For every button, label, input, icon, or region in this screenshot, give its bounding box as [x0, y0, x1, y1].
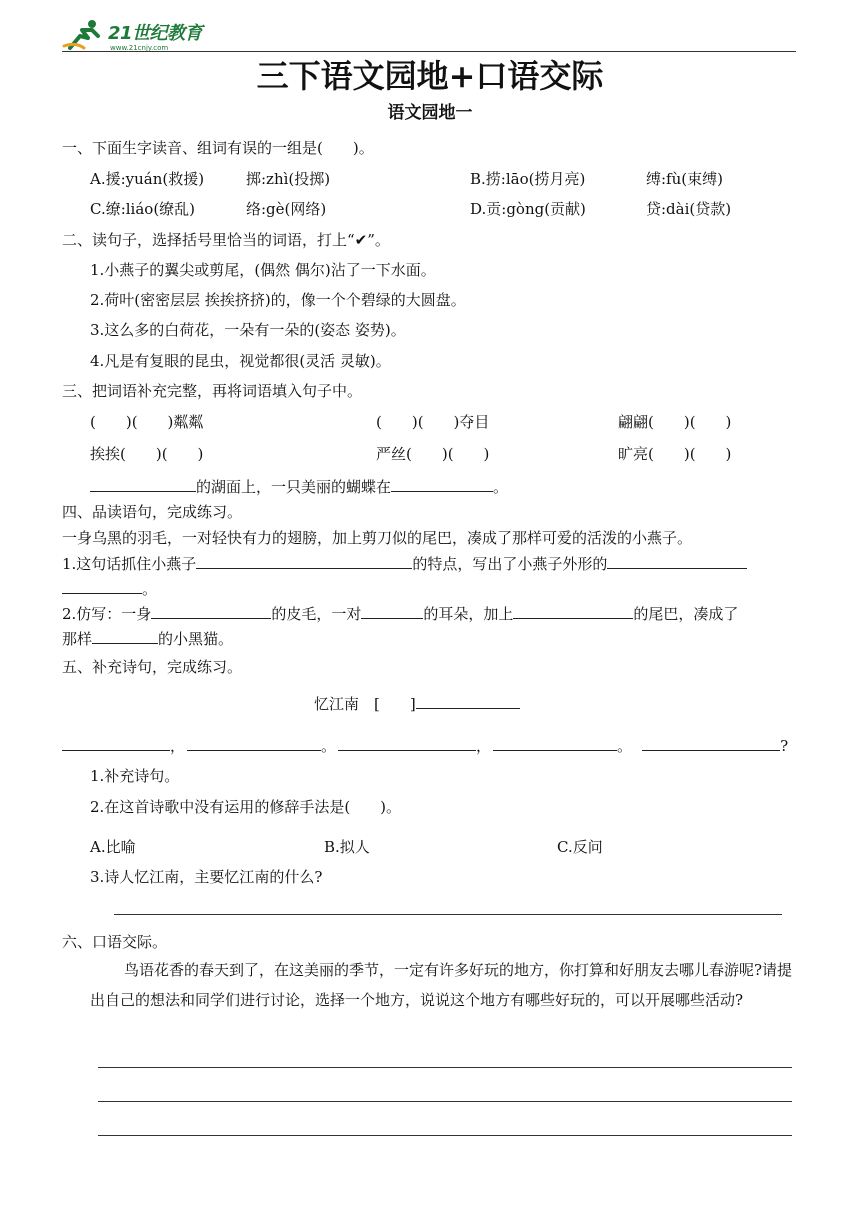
q1-heading: 一、下面生字读音、组词有误的一组是( )。: [62, 139, 374, 157]
q3-sentence-end: 。: [493, 478, 509, 496]
q1-option-a1: A.援:yuán(救援): [90, 170, 205, 188]
q1-option-d1: D.贡:gòng(贡献): [470, 200, 586, 218]
page-subtitle: 语文园地一: [387, 103, 473, 123]
q4-sub2-text-d: 的尾巴，凑成了: [633, 605, 739, 623]
q1-option-d2: 贷:dài(贷款): [646, 200, 732, 218]
q5-sub3: 3.诗人忆江南，主要忆江南的什么?: [90, 868, 323, 886]
q4-passage: 一身乌黑的羽毛，一对轻快有力的翅膀，加上剪刀似的尾巴，凑成了那样可爱的活泼的小燕子。: [62, 529, 693, 547]
q1-option-b2: 缚:fù(束缚): [646, 170, 723, 188]
answer-blank[interactable]: [151, 603, 271, 619]
answer-blank[interactable]: [361, 603, 423, 619]
answer-blank[interactable]: [391, 476, 493, 492]
q3-heading: 三、把词语补充完整，再将词语填入句子中。: [62, 382, 363, 400]
answer-line[interactable]: [98, 1135, 792, 1136]
answer-blank[interactable]: [338, 735, 476, 751]
answer-line[interactable]: [98, 1101, 792, 1102]
poem-title-text: 忆江南 [ ]: [314, 695, 416, 713]
q5-option-a: A.比喻: [90, 838, 136, 856]
poem-punct-4: 。: [617, 737, 633, 755]
q4-heading: 四、品读语句，完成练习。: [62, 503, 243, 521]
q6-passage: 鸟语花香的春天到了，在这美丽的季节，一定有许多好玩的地方，你打算和好朋友去哪儿春游呢?请提出自己的想法和同学们进行讨论，选择一个地方，说说这个地方有哪些好玩的，可以开展哪些活动?: [90, 961, 793, 1009]
answer-blank[interactable]: [62, 578, 142, 594]
runner-icon: [62, 18, 106, 52]
q3-fill-sentence: [90, 476, 508, 497]
q4-sub1-end: 。: [142, 580, 158, 598]
answer-blank[interactable]: [513, 603, 633, 619]
answer-blank[interactable]: [187, 735, 321, 751]
q4-sub1-cont: [62, 578, 157, 599]
q4-sub1-text-b: 的特点，写出了小燕子外形的: [412, 555, 608, 573]
answer-blank[interactable]: [90, 476, 196, 492]
q3-word-4: 挨挨( )( ): [90, 445, 204, 463]
q3-word-3: 翩翩( )( ): [618, 413, 732, 431]
page-title: 三下语文园地+口语交际: [256, 57, 604, 95]
q1-option-c2: 络:gè(网络): [246, 200, 327, 218]
q5-heading: 五、补充诗句，完成练习。: [62, 658, 243, 676]
q3-word-6: 旷亮( )( ): [618, 445, 732, 463]
q2-item-4: 4.凡是有复眼的昆虫，视觉都很(灵活 灵敏)。: [90, 352, 391, 370]
q5-option-b: B.拟人: [324, 838, 370, 856]
q5-poem-title: [314, 693, 520, 714]
q3-word-5: 严丝( )( ): [376, 445, 490, 463]
q4-sub2-text-c: 的耳朵，加上: [423, 605, 514, 623]
q1-option-a2: 掷:zhì(投掷): [246, 170, 331, 188]
q5-sub2: 2.在这首诗歌中没有运用的修辞手法是( )。: [90, 798, 402, 816]
header-rule: [62, 51, 796, 52]
q2-item-2: 2.荷叶(密密层层 挨挨挤挤)的，像一个个碧绿的大圆盘。: [90, 291, 466, 309]
site-logo: [62, 18, 212, 52]
answer-blank[interactable]: [196, 553, 412, 569]
q1-option-b1: B.捞:lāo(捞月亮): [470, 170, 586, 188]
poem-punct-5: ?: [780, 737, 789, 755]
q4-sub2-text-e: 那样: [62, 630, 93, 648]
poem-punct-2: 。: [321, 737, 337, 755]
q4-sub2: [62, 603, 738, 624]
answer-blank[interactable]: [416, 693, 520, 709]
q3-word-2: ( )( )夺目: [376, 413, 490, 431]
q5-option-c: C.反问: [557, 838, 603, 856]
answer-line[interactable]: [98, 1067, 792, 1068]
logo-url: www.21cnjy.com: [110, 44, 169, 52]
q4-sub2-text-f: 的小黑猫。: [158, 630, 234, 648]
q6-heading: 六、口语交际。: [62, 933, 168, 951]
q4-sub2-text-a: 2.仿写：一身: [62, 605, 152, 623]
q4-sub1: [62, 553, 747, 574]
q4-sub1-text-a: 1.这句话抓住小燕子: [62, 555, 197, 573]
logo-text: 21世纪教育: [108, 23, 203, 44]
q4-sub2-text-b: 的皮毛，一对: [271, 605, 362, 623]
q3-sentence-mid: 的湖面上，一只美丽的蝴蝶在: [196, 478, 392, 496]
q2-heading: 二、读句子，选择括号里恰当的词语，打上“✔”。: [62, 231, 390, 249]
answer-blank[interactable]: [62, 735, 170, 751]
q5-sub1: 1.补充诗句。: [90, 767, 180, 785]
q4-sub2-cont: [62, 628, 233, 649]
answer-line[interactable]: [114, 914, 782, 915]
q2-item-1: 1.小燕子的翼尖或剪尾，(偶然 偶尔)沾了一下水面。: [90, 261, 436, 279]
answer-blank[interactable]: [607, 553, 747, 569]
answer-blank[interactable]: [493, 735, 617, 751]
q2-item-3: 3.这么多的白荷花，一朵有一朵的(姿态 姿势)。: [90, 321, 406, 339]
q3-word-1: ( )( )粼粼: [90, 413, 204, 431]
q5-poem-lines: [62, 735, 788, 756]
answer-blank[interactable]: [642, 735, 780, 751]
q1-option-c1: C.缭:liáo(缭乱): [90, 200, 196, 218]
poem-punct-1: ，: [170, 737, 186, 755]
answer-blank[interactable]: [92, 628, 158, 644]
poem-punct-3: ，: [476, 737, 492, 755]
